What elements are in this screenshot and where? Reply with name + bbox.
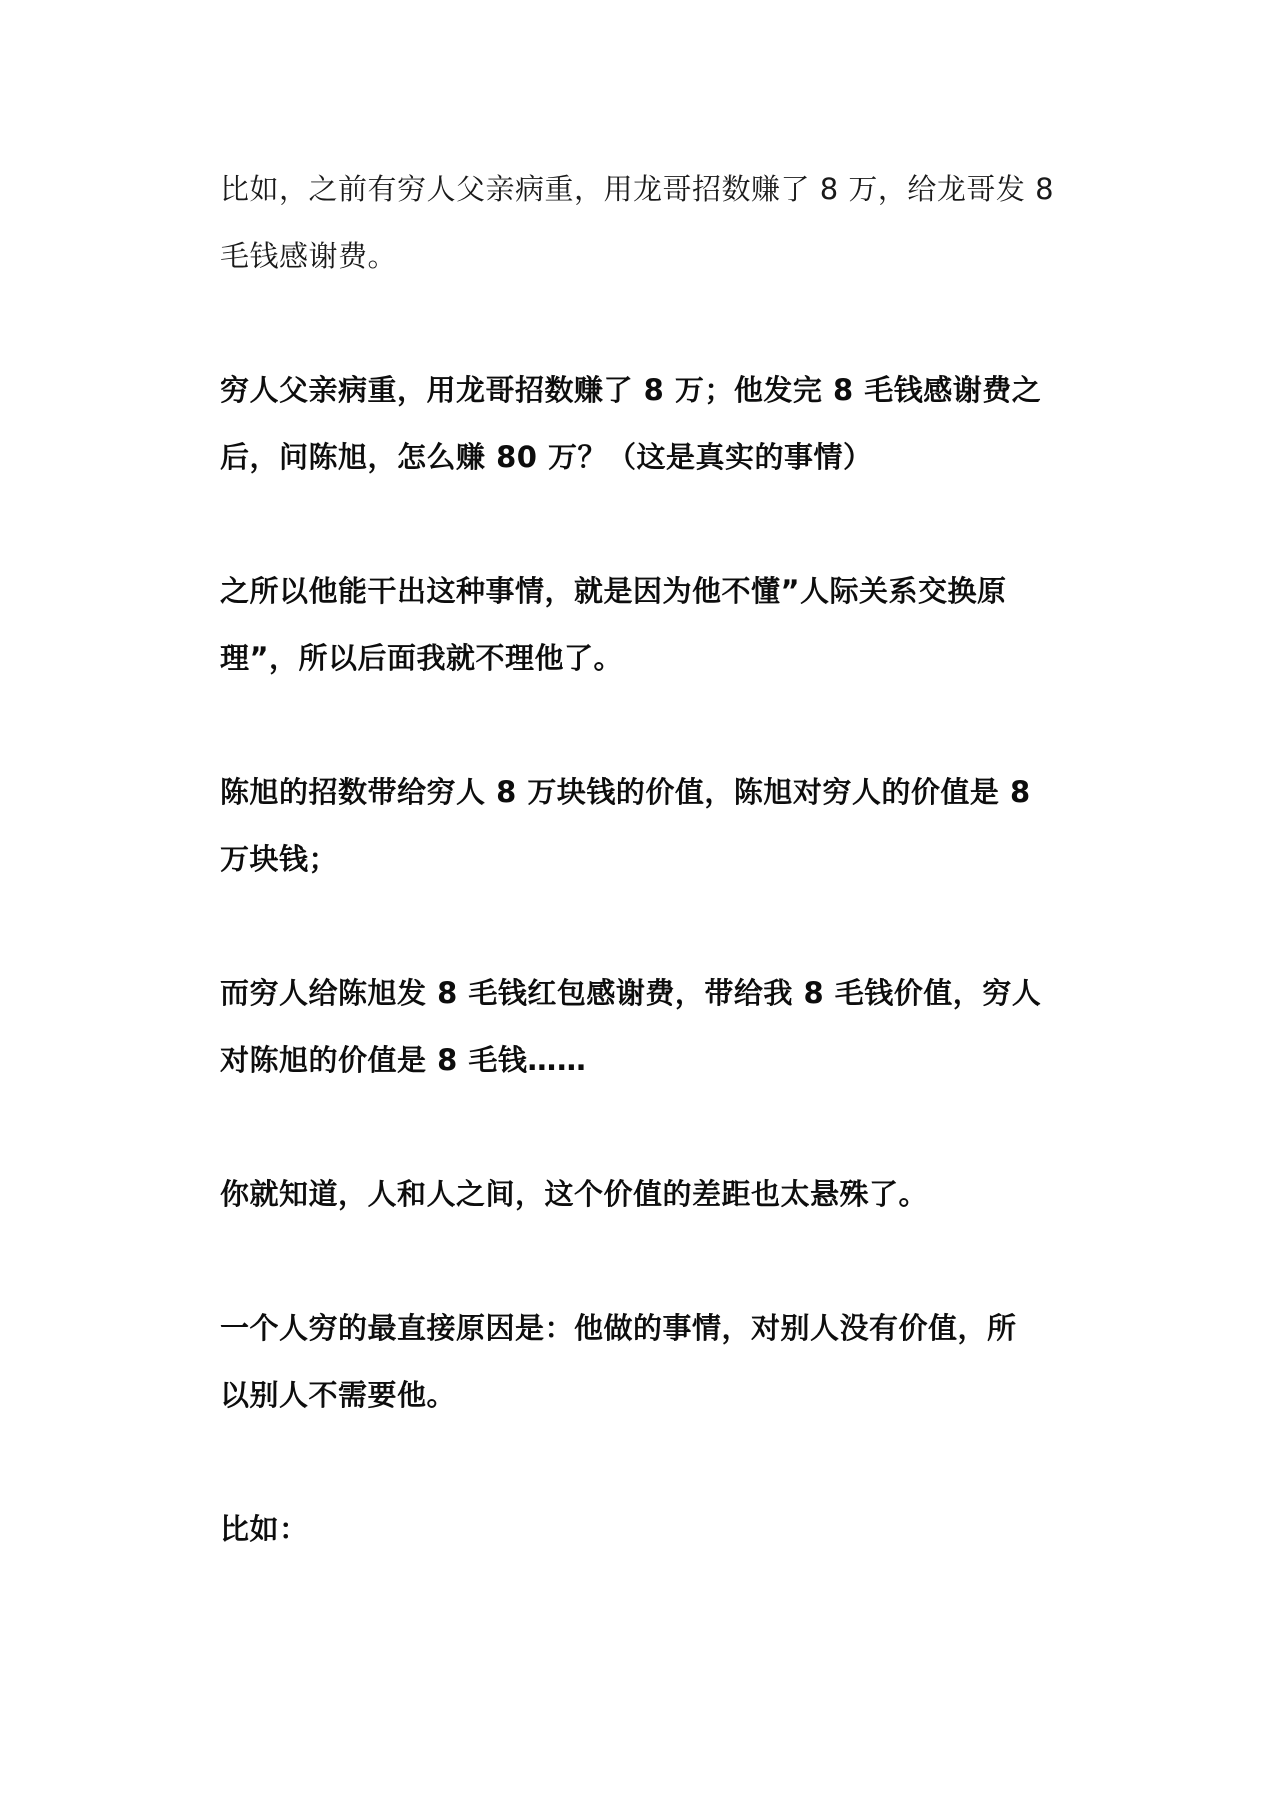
paragraph-3	[220, 558, 1070, 692]
paragraph-6	[220, 1161, 1070, 1228]
paragraph-1	[220, 156, 1070, 290]
paragraph-line: 陈旭的招数带给穷人 8 万块钱的价值，陈旭对穷人的价值是 8	[220, 775, 1031, 809]
paragraph-line: 理”，所以后面我就不理他了。	[220, 641, 624, 675]
paragraph-line: 穷人父亲病重，用龙哥招数赚了 8 万；他发完 8 毛钱感谢费之	[220, 373, 1042, 407]
paragraph-8	[220, 1496, 1070, 1563]
paragraph-line: 比如：	[220, 1512, 309, 1546]
paragraph-7	[220, 1295, 1070, 1429]
paragraph-line: 之所以他能干出这种事情，就是因为他不懂”人际关系交换原	[220, 574, 1007, 608]
paragraph-line: 而穷人给陈旭发 8 毛钱红包感谢费，带给我 8 毛钱价值，穷人	[220, 976, 1042, 1010]
paragraph-line: 对陈旭的价值是 8 毛钱……	[220, 1043, 587, 1077]
paragraph-2	[220, 357, 1070, 491]
paragraph-line: 后，问陈旭，怎么赚 80 万？（这是真实的事情）	[220, 440, 873, 474]
paragraph-line: 毛钱感谢费。	[220, 239, 398, 273]
paragraph-5	[220, 960, 1070, 1094]
paragraph-line: 万块钱；	[220, 842, 339, 876]
paragraph-line: 比如，之前有穷人父亲病重，用龙哥招数赚了 8 万，给龙哥发 8	[220, 172, 1055, 206]
paragraph-line: 你就知道，人和人之间，这个价值的差距也太悬殊了。	[220, 1177, 929, 1211]
paragraph-4	[220, 759, 1070, 893]
paragraph-line: 一个人穷的最直接原因是：他做的事情，对别人没有价值，所	[220, 1311, 1017, 1345]
paragraph-line: 以别人不需要他。	[220, 1378, 457, 1412]
